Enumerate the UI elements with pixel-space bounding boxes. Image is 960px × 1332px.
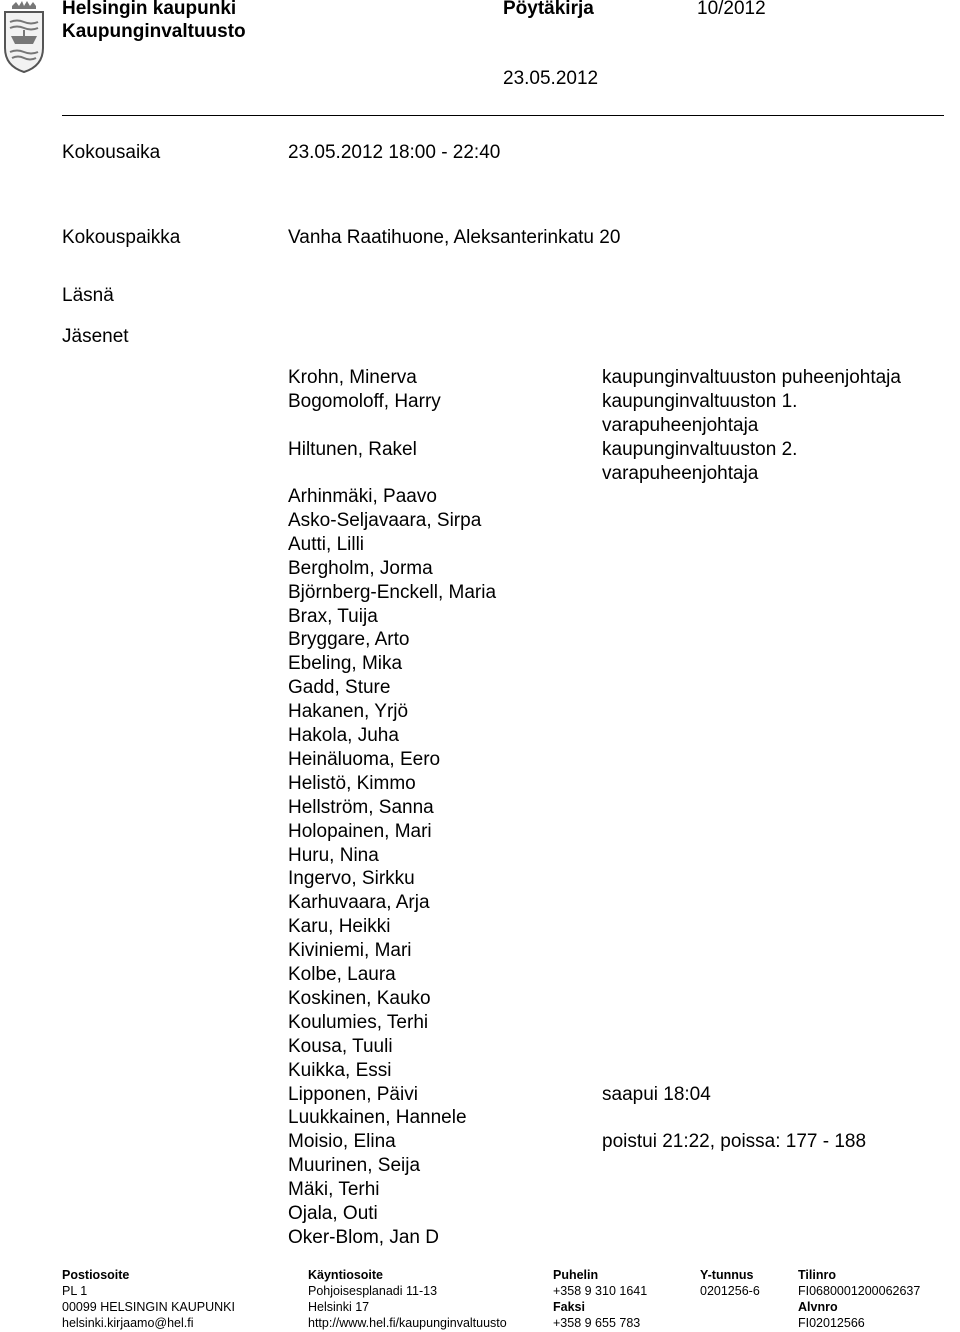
chair-row [288, 438, 948, 484]
member-name: Björnberg-Enckell, Maria [288, 581, 497, 603]
member-row [288, 748, 948, 772]
member-row [288, 1106, 948, 1130]
member-row [288, 509, 948, 533]
member-row [288, 1202, 948, 1226]
member-row [288, 772, 948, 796]
document-type: Pöytäkirja [503, 0, 594, 19]
footer-website: http://www.hel.fi/kaupunginvaltuusto [308, 1316, 507, 1330]
member-row [288, 1226, 948, 1250]
footer-business-id [700, 1267, 760, 1299]
member-row [288, 963, 948, 987]
member-name: Luukkainen, Hannele [288, 1107, 467, 1129]
member-name: Hakola, Juha [288, 725, 399, 746]
member-name: Asko-Seljavaara, Sirpa [288, 509, 482, 531]
footer-account [798, 1267, 920, 1331]
member-name: Oker-Blom, Jan D [288, 1226, 439, 1248]
footer-label: Tilinro [798, 1268, 836, 1282]
member-name: Hiltunen, Rakel [288, 439, 417, 460]
member-name: Arhinmäki, Paavo [288, 486, 437, 507]
footer-value: +358 9 310 1641 [553, 1284, 648, 1298]
member-row [288, 557, 948, 581]
member-row [288, 652, 948, 676]
member-note: poistui 21:22, poissa: 177 - 188 [602, 1131, 867, 1153]
member-row [288, 820, 948, 844]
member-row [288, 485, 948, 509]
member-name: Ebeling, Mika [288, 653, 403, 675]
member-name: Bryggare, Arto [288, 629, 410, 651]
member-name: Autti, Lilli [288, 533, 365, 555]
footer-value: 0201256-6 [700, 1284, 760, 1298]
member-name: Kuikka, Essi [288, 1059, 392, 1081]
footer-label: Y-tunnus [700, 1268, 754, 1282]
footer-phone [553, 1267, 647, 1331]
footer-value: +358 9 655 783 [553, 1316, 641, 1330]
member-name: Muurinen, Seija [288, 1155, 421, 1177]
member-row [288, 628, 948, 652]
member-name: Kousa, Tuuli [288, 1035, 393, 1057]
member-row [288, 939, 948, 963]
member-row [288, 1178, 948, 1202]
meeting-place-label: Kokouspaikka [62, 227, 181, 248]
members-label: Jäsenet [62, 326, 129, 347]
member-row [288, 844, 948, 868]
member-row [288, 915, 948, 939]
member-row [288, 1059, 948, 1083]
member-name: Karu, Heikki [288, 916, 391, 938]
document-date: 23.05.2012 [503, 68, 599, 89]
member-row [288, 676, 948, 700]
member-name: Krohn, Minerva [288, 367, 417, 388]
footer-visiting-address [308, 1267, 507, 1331]
member-name: Koskinen, Kauko [288, 987, 431, 1009]
member-role: kaupunginvaltuuston 1. varapuheenjohtaja [602, 391, 798, 436]
member-role: kaupunginvaltuuston puheenjohtaja [602, 367, 901, 388]
body-name: Kaupunginvaltuusto [62, 21, 246, 42]
org-name: Helsingin kaupunki [62, 0, 237, 19]
meeting-place-value: Vanha Raatihuone, Aleksanterinkatu 20 [288, 227, 621, 248]
member-row [288, 605, 948, 629]
member-name: Kiviniemi, Mari [288, 940, 412, 962]
member-name: Heinäluoma, Eero [288, 748, 441, 770]
member-row [288, 533, 948, 557]
footer-postal-address [62, 1267, 235, 1331]
footer-label: Käyntiosoite [308, 1268, 384, 1282]
member-name: Huru, Nina [288, 844, 379, 866]
member-name: Hakanen, Yrjö [288, 701, 409, 723]
member-row [288, 891, 948, 915]
member-row [288, 724, 948, 748]
member-name: Karhuvaara, Arja [288, 892, 430, 914]
footer-label: Puhelin [553, 1268, 599, 1282]
member-row [288, 867, 948, 891]
present-label: Läsnä [62, 285, 114, 306]
member-row [288, 1035, 948, 1059]
member-row [288, 1083, 948, 1107]
helsinki-coat-of-arms-icon [2, 0, 46, 74]
member-name: Brax, Tuija [288, 605, 378, 627]
member-name: Ingervo, Sirkku [288, 868, 415, 890]
member-name: Helistö, Kimmo [288, 772, 416, 794]
member-name: Lipponen, Päivi [288, 1083, 418, 1105]
meeting-time-value: 23.05.2012 18:00 - 22:40 [288, 142, 501, 163]
chair-row [288, 390, 948, 436]
chair-row [288, 366, 948, 390]
member-row [288, 796, 948, 820]
member-row [288, 1011, 948, 1035]
member-note: saapui 18:04 [602, 1083, 711, 1105]
footer-label: Postiosoite [62, 1268, 130, 1282]
footer-value: PL 1 [62, 1284, 88, 1298]
member-name: Bergholm, Jorma [288, 557, 433, 579]
footer-value: 00099 HELSINGIN KAUPUNKI [62, 1300, 235, 1314]
member-row [288, 1154, 948, 1178]
member-name: Bogomoloff, Harry [288, 391, 441, 412]
member-name: Kolbe, Laura [288, 964, 396, 985]
member-row [288, 1130, 948, 1154]
footer-label: Faksi [553, 1300, 585, 1314]
member-row [288, 987, 948, 1011]
meeting-time-label: Kokousaika [62, 142, 161, 163]
member-role: kaupunginvaltuuston 2. varapuheenjohtaja [602, 439, 798, 484]
member-name: Holopainen, Mari [288, 820, 432, 842]
member-row [288, 700, 948, 724]
footer-value: Pohjoisesplanadi 11-13 [308, 1284, 438, 1298]
footer-label: Alvnro [798, 1300, 838, 1314]
member-name: Koulumies, Terhi [288, 1011, 429, 1033]
footer-email: helsinki.kirjaamo@hel.fi [62, 1316, 194, 1330]
member-name: Mäki, Terhi [288, 1179, 380, 1201]
footer-value: FI02012566 [798, 1316, 865, 1330]
footer-value: Helsinki 17 [308, 1300, 370, 1314]
document-number: 10/2012 [697, 0, 766, 19]
member-name: Moisio, Elina [288, 1131, 396, 1153]
member-name: Hellström, Sanna [288, 796, 434, 818]
footer-value: FI0680001200062637 [798, 1284, 921, 1298]
member-name: Ojala, Outi [288, 1203, 378, 1224]
member-name: Gadd, Sture [288, 677, 391, 699]
header-divider [62, 115, 944, 116]
member-row [288, 581, 948, 605]
